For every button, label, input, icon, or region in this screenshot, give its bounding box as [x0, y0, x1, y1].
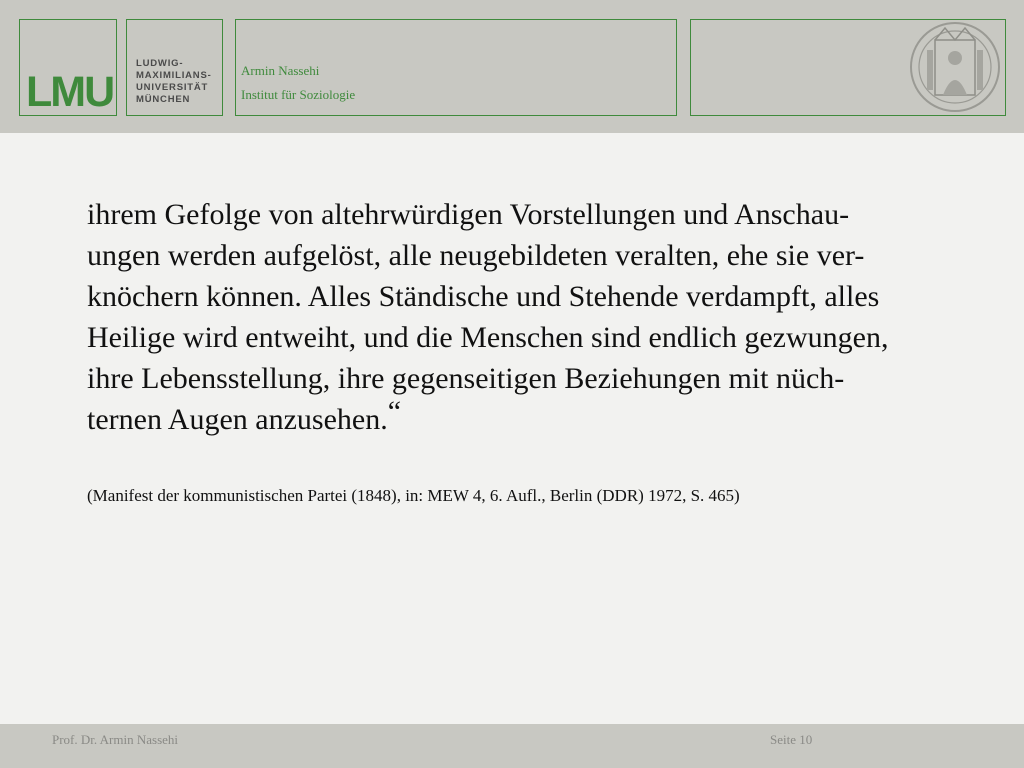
quote-text [87, 194, 1007, 440]
quote-line: knöchern können. Alles Ständische und Stehende verdampft, alles [87, 280, 880, 313]
quote-line: ungen werden aufgelöst, alle neugebildeten veralten, ehe sie ver- [87, 239, 865, 272]
closing-quote-mark: “ [387, 395, 402, 428]
author-box [235, 19, 677, 116]
university-name: LUDWIG- MAXIMILIANS- UNIVERSITÄT MÜNCHEN [136, 58, 212, 105]
seal-box [690, 19, 1006, 116]
quote-line-text: ternen Augen anzusehen. [87, 403, 388, 436]
university-seal-icon [905, 20, 1005, 115]
footer-bar [0, 724, 1024, 768]
quote-line: ihre Lebensstellung, ihre gegenseitigen Beziehungen mit nüch- [87, 362, 845, 395]
quote-line-last [87, 395, 1007, 440]
lmu-logo: LMU [26, 68, 114, 116]
page-number: Seite 10 [770, 732, 813, 747]
lmu-logo-box [19, 19, 117, 116]
footer-author: Prof. Dr. Armin Nassehi [52, 732, 179, 747]
author-name: Armin Nassehi [241, 63, 320, 78]
citation: (Manifest der kommunistischen Partei (1848), in: MEW 4, 6. Aufl., Berlin (DDR) 1972, S. 465) [87, 486, 740, 505]
institute-name: Institut für Soziologie [241, 87, 356, 102]
header-bar [0, 0, 1024, 133]
quote-line: Heilige wird entweiht, und die Menschen sind endlich gezwungen, [87, 321, 889, 354]
university-name-box [126, 19, 223, 116]
quote-line: ihrem Gefolge von altehrwürdigen Vorstellungen und Anschau- [87, 198, 850, 231]
